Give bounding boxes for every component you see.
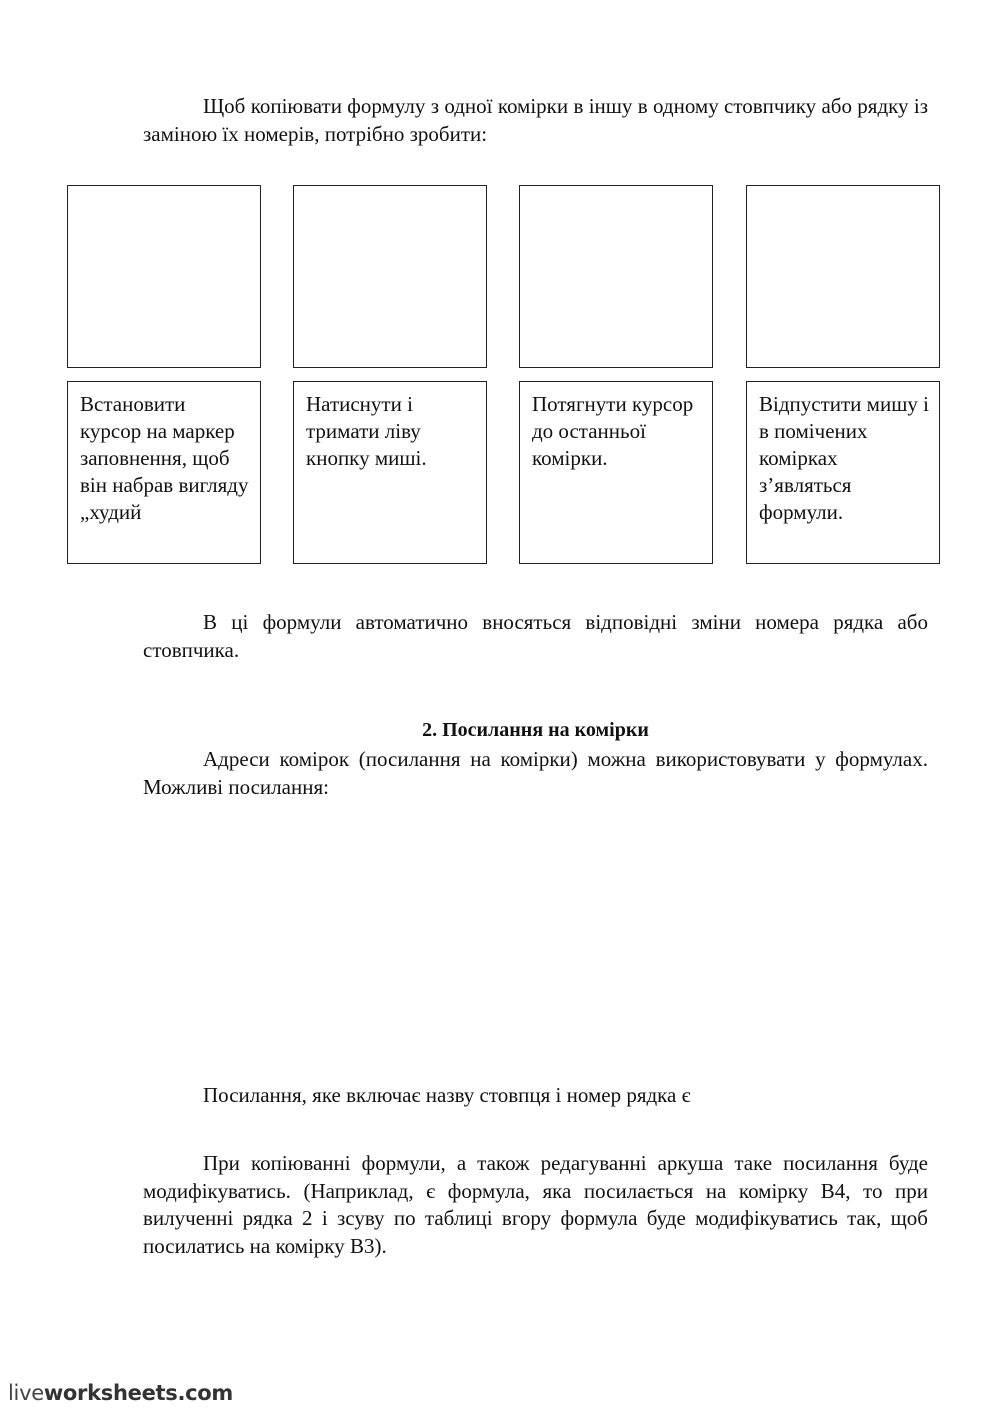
answer-slot-1[interactable]	[67, 185, 261, 368]
logo-bold: worksheets.com	[43, 1381, 233, 1405]
logo-light: live	[8, 1381, 44, 1405]
step-box-3: Потягнути курсор до останньої комірки.	[519, 381, 713, 564]
answer-slot-4[interactable]	[746, 185, 940, 368]
step-box-4: Відпустити мишу і в помічених комірках з’являться формули.	[746, 381, 940, 564]
step-box-2: Натиснути і тримати ліву кнопку миші.	[293, 381, 487, 564]
liveworksheets-logo	[8, 1381, 233, 1405]
intro-paragraph: Щоб копіювати формулу з одної комірки в іншу в одному стовпчику або рядку із заміною їх номерів, потрібно зробити:	[143, 94, 928, 146]
answer-slot-2[interactable]	[293, 185, 487, 368]
after-steps-paragraph: В ці формули автоматично вносяться відповідні зміни номера рядка або стовпчика.	[143, 610, 928, 662]
step-box-1: Встановити курсор на маркер заповнення, щоб він набрав вигляду „худий	[67, 381, 261, 564]
section-heading: 2. Посилання на комірки	[422, 719, 649, 741]
copy-note-paragraph: При копіюванні формули, а також редагуванні аркуша таке посилання буде модифікуватись. (Наприклад, є формула, яка посилається на комірку B4, то при вилученні рядка 2 і зсуву по таблиці вгору формула буде модифікуватись так, щоб посилатись на комірку B3).	[143, 1151, 928, 1258]
answer-area[interactable]	[143, 800, 928, 1070]
section-intro-paragraph: Адреси комірок (посилання на комірки) можна використовувати у формулах. Можливі посилання:	[143, 747, 928, 799]
answer-slot-3[interactable]	[519, 185, 713, 368]
relative-ref-paragraph: Посилання, яке включає назву стовпця і номер рядка є	[203, 1083, 691, 1107]
